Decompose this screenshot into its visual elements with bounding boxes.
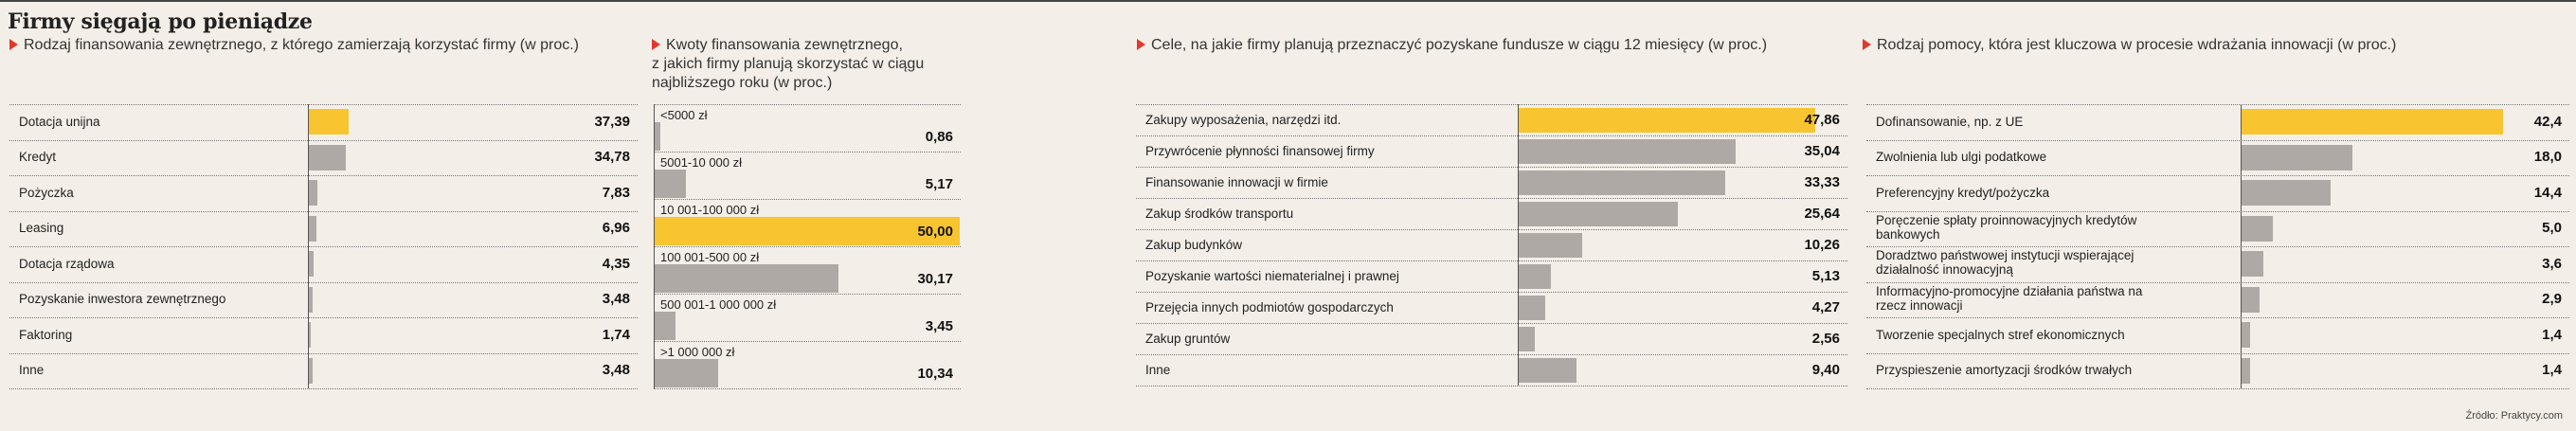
- bar: [1519, 296, 1545, 320]
- value-label: 10,34: [917, 366, 953, 382]
- bar: [309, 251, 314, 277]
- value-label: 37,39: [594, 113, 630, 130]
- bar: [2242, 109, 2503, 135]
- bar: [2242, 322, 2250, 348]
- category-label: Dotacja unijna: [19, 114, 100, 129]
- bar: [2242, 216, 2273, 242]
- value-label: 4,27: [1811, 298, 1840, 315]
- value-label: 3,48: [602, 291, 630, 308]
- value-label: 14,4: [2533, 184, 2562, 201]
- category-label: 10 001-100 000 zł: [660, 203, 760, 217]
- category-label: Zakupy wyposażenia, narzędzi itd.: [1145, 112, 1342, 127]
- chart-title-line: z jakich firmy planują skorzystać w ciągu: [652, 56, 925, 72]
- value-label: 4,35: [602, 255, 630, 272]
- category-label: Doradztwo państwowej instytucji wspierającej działalność innowacyjną: [1876, 248, 2135, 277]
- row-separator: [1136, 167, 1847, 168]
- bar: [2242, 287, 2260, 313]
- page-title: Firmy sięgają po pieniądze: [8, 9, 313, 34]
- bar: [655, 359, 718, 387]
- bar: [1519, 108, 1815, 133]
- category-label: Poręczenie spłaty proinnowacyjnych kredytów bankowych: [1876, 212, 2137, 242]
- row-separator: [1136, 198, 1847, 199]
- value-label: 5,0: [2542, 220, 2562, 237]
- bar: [1519, 264, 1551, 289]
- bar: [309, 216, 316, 242]
- triangle-marker-icon: [9, 39, 18, 50]
- row-separator: [1866, 388, 2569, 389]
- bar: [1519, 327, 1535, 351]
- value-label: 47,86: [1804, 111, 1840, 128]
- category-label: Leasing: [19, 221, 64, 236]
- triangle-marker-icon: [1137, 39, 1145, 50]
- value-label: 35,04: [1804, 142, 1840, 159]
- chart-title-text: Cele, na jakie firmy planują przeznaczyć pozyskane fundusze w ciągu 12 miesięcy (w proc.): [1151, 37, 1768, 53]
- row-separator: [654, 152, 961, 153]
- bar: [309, 358, 313, 384]
- value-axis: [654, 104, 655, 388]
- row-separator: [1866, 317, 2569, 318]
- row-separator: [1136, 260, 1847, 261]
- category-label: 5001-10 000 zł: [660, 155, 743, 170]
- bar: [2242, 358, 2250, 384]
- row-separator: [9, 282, 638, 283]
- row-separator: [1866, 211, 2569, 212]
- value-label: 2,56: [1811, 330, 1840, 347]
- bar: [1519, 171, 1725, 195]
- category-label: Pozyskanie inwestora zewnętrznego: [19, 292, 226, 307]
- bar: [2242, 180, 2331, 206]
- value-label: 1,4: [2542, 326, 2562, 343]
- row-separator: [9, 388, 638, 389]
- bar: [2242, 251, 2263, 277]
- row-separator: [1866, 175, 2569, 176]
- bar: [1519, 233, 1582, 258]
- bar: [655, 217, 960, 245]
- row-separator: [1866, 282, 2569, 283]
- chart-title-line: Kwoty finansowania zewnętrznego,: [666, 37, 903, 53]
- value-label: 50,00: [917, 224, 953, 240]
- category-label: 100 001-500 00 zł: [660, 250, 760, 264]
- category-label: Informacyjno-promocyjne działania państwa na rzecz innowacji: [1876, 283, 2143, 313]
- row-separator: [9, 353, 638, 354]
- category-label: Przyspieszenie amortyzacji środków trwałych: [1876, 363, 2133, 378]
- value-label: 25,64: [1804, 205, 1840, 222]
- value-axis: [2241, 104, 2242, 388]
- value-label: 9,40: [1811, 361, 1840, 378]
- bar: [309, 287, 313, 313]
- source-note: Źródło: Praktycy.com: [2465, 410, 2563, 422]
- value-label: 18,0: [2533, 149, 2562, 166]
- category-label: Przywrócenie płynności finansowej firmy: [1145, 143, 1375, 158]
- value-axis: [1518, 104, 1519, 386]
- row-separator: [654, 199, 961, 200]
- value-label: 34,78: [594, 149, 630, 166]
- row-separator: [1136, 292, 1847, 293]
- bar: [1519, 202, 1678, 226]
- top-rule: [0, 0, 2576, 2]
- value-label: 33,33: [1804, 173, 1840, 190]
- bar: [309, 180, 317, 206]
- row-separator: [1866, 353, 2569, 354]
- row-separator: [654, 341, 961, 342]
- category-label: Inne: [1145, 362, 1171, 377]
- row-separator: [654, 104, 961, 105]
- bar: [2242, 145, 2352, 171]
- row-separator: [1136, 354, 1847, 355]
- value-label: 42,4: [2533, 113, 2562, 130]
- category-label: Tworzenie specjalnych stref ekonomicznych: [1876, 327, 2125, 342]
- chart-title: [1137, 36, 1857, 55]
- category-label: Pożyczka: [19, 185, 74, 200]
- category-label: Preferencyjny kredyt/pożyczka: [1876, 185, 2050, 200]
- value-label: 2,9: [2542, 291, 2562, 308]
- bar: [1519, 139, 1736, 164]
- bar: [309, 109, 349, 135]
- row-separator: [9, 140, 638, 141]
- value-label: 1,4: [2542, 362, 2562, 379]
- category-label: >1 000 000 zł: [660, 345, 735, 359]
- triangle-marker-icon: [1863, 39, 1871, 50]
- row-separator: [9, 317, 638, 318]
- chart-title-line: najbliższego roku (w proc.): [652, 75, 833, 91]
- row-separator: [1866, 246, 2569, 247]
- category-label: Dofinansowanie, np. z UE: [1876, 114, 2024, 129]
- value-axis: [308, 104, 309, 388]
- category-label: Finansowanie innowacji w firmie: [1145, 174, 1328, 189]
- chart-title-text: Rodzaj pomocy, która jest kluczowa w procesie wdrażania innowacji (w proc.): [1877, 37, 2397, 53]
- category-label: Zakup środków transportu: [1145, 206, 1294, 221]
- category-label: Zakup budynków: [1145, 237, 1243, 252]
- category-label: Dotacja rządowa: [19, 256, 115, 271]
- bar: [1519, 358, 1576, 383]
- row-separator: [1866, 140, 2569, 141]
- bar: [309, 322, 311, 348]
- chart-title-text: Rodzaj finansowania zewnętrznego, z którego zamierzają korzystać firmy (w proc.): [24, 37, 580, 53]
- row-separator: [654, 246, 961, 247]
- row-separator: [1136, 135, 1847, 136]
- chart-title: [652, 36, 964, 93]
- value-label: 30,17: [917, 271, 953, 287]
- bar: [655, 170, 686, 198]
- row-separator: [9, 175, 638, 176]
- row-separator: [9, 211, 638, 212]
- category-label: 500 001-1 000 000 zł: [660, 297, 777, 312]
- row-separator: [1136, 104, 1847, 105]
- row-separator: [1136, 323, 1847, 324]
- value-label: 6,96: [602, 220, 630, 237]
- category-label: Przejęcia innych podmiotów gospodarczych: [1145, 299, 1394, 314]
- row-separator: [1866, 104, 2569, 105]
- chart-title: [9, 36, 616, 55]
- category-label: Zakup gruntów: [1145, 331, 1231, 346]
- bar: [655, 312, 676, 340]
- bar: [309, 145, 346, 171]
- value-label: 3,48: [602, 362, 630, 379]
- category-label: Zwolnienia lub ulgi podatkowe: [1876, 150, 2047, 165]
- value-label: 1,74: [602, 326, 630, 343]
- category-label: Inne: [19, 363, 45, 378]
- chart-title: [1863, 36, 2545, 55]
- category-label: <5000 zł: [660, 108, 708, 122]
- category-label: Pozyskanie wartości niematerialnej i prawnej: [1145, 268, 1399, 283]
- row-separator: [9, 104, 638, 105]
- category-label: Kredyt: [19, 150, 57, 165]
- row-separator: [654, 388, 961, 389]
- value-label: 5,13: [1811, 267, 1840, 284]
- bar: [655, 264, 838, 293]
- row-separator: [1136, 229, 1847, 230]
- value-label: 3,6: [2542, 255, 2562, 272]
- category-label: Faktoring: [19, 327, 73, 342]
- bar: [655, 122, 660, 151]
- value-label: 5,17: [925, 176, 953, 192]
- value-label: 3,45: [925, 318, 953, 334]
- row-separator: [9, 246, 638, 247]
- row-separator: [654, 294, 961, 295]
- value-label: 0,86: [925, 129, 953, 145]
- triangle-marker-icon: [652, 39, 660, 50]
- value-label: 10,26: [1804, 236, 1840, 253]
- value-label: 7,83: [602, 184, 630, 201]
